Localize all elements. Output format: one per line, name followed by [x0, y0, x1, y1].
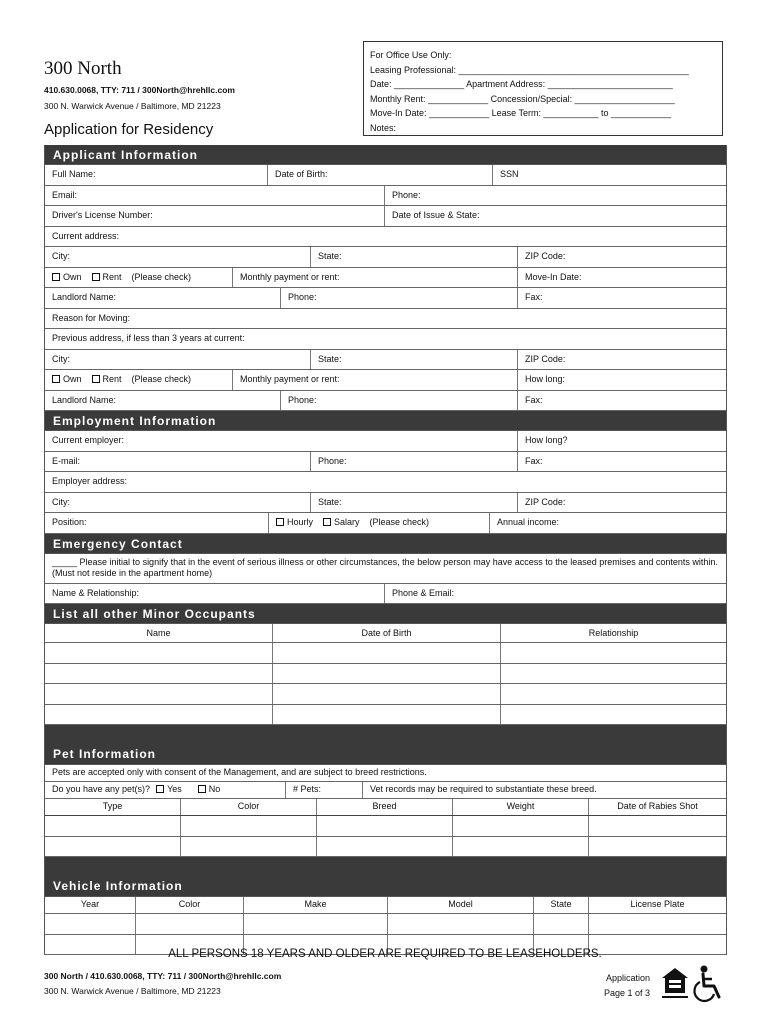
minor-relationship-cell[interactable]: [501, 684, 726, 704]
current-address-field[interactable]: Current address:: [52, 230, 120, 241]
header-address: 300 N. Warwick Avenue / Baltimore, MD 21223: [44, 101, 221, 111]
leaseholder-notice: ALL PERSONS 18 YEARS AND OLDER ARE REQUIRED TO BE LEASEHOLDERS.: [168, 948, 602, 960]
landlord-field[interactable]: Landlord Name:: [45, 288, 281, 308]
pets-yes-checkbox[interactable]: [156, 785, 164, 793]
employer-city-field[interactable]: City:: [45, 493, 311, 513]
own-label: Own: [63, 271, 82, 282]
pet-rabies-cell[interactable]: [589, 816, 726, 836]
pet-breed-cell[interactable]: [317, 837, 453, 857]
vehicle-color-cell[interactable]: [136, 914, 244, 934]
employer-phone-field[interactable]: Phone:: [311, 452, 518, 472]
reason-for-moving-field[interactable]: Reason for Moving:: [52, 312, 131, 323]
emergency-name-field[interactable]: Name & Relationship:: [45, 584, 385, 604]
landlord-phone-field[interactable]: Phone:: [281, 288, 518, 308]
move-in-field[interactable]: Move-In Date:: [525, 271, 582, 282]
pet-breed-cell[interactable]: [317, 816, 453, 836]
annual-income-field[interactable]: Annual income:: [497, 517, 560, 527]
employer-state-field[interactable]: State:: [311, 493, 518, 513]
salary-checkbox[interactable]: [323, 518, 331, 526]
pets-col-type: Type: [45, 799, 181, 815]
vehicle-col-year: Year: [45, 897, 136, 913]
zip-field[interactable]: ZIP Code:: [525, 251, 566, 261]
please-check-label: (Please check): [131, 374, 192, 384]
property-name: 300 North: [44, 58, 122, 79]
wheelchair-accessible-icon: [692, 964, 726, 1006]
full-name-field[interactable]: Full Name:: [45, 165, 268, 185]
footer-address: 300 N. Warwick Avenue / Baltimore, MD 21223: [44, 986, 221, 996]
employer-field[interactable]: Current employer:: [45, 431, 518, 451]
vehicle-model-cell[interactable]: [388, 914, 534, 934]
previous-address-field[interactable]: Previous address, if less than 3 years at current:: [52, 333, 245, 343]
office-use-box: [363, 41, 723, 136]
pets-yes-label: Yes: [167, 784, 182, 794]
pet-rabies-cell[interactable]: [589, 837, 726, 857]
minor-name-cell[interactable]: [45, 684, 273, 704]
own-label: Own: [63, 374, 82, 384]
employer-fax-field[interactable]: Fax:: [525, 455, 543, 466]
drivers-license-field[interactable]: Driver's License Number:: [45, 206, 385, 226]
office-movein-field[interactable]: Move-In Date: ____________ Lease Term: ___________ to ____________: [370, 108, 672, 118]
salary-label: Salary: [334, 517, 360, 527]
minors-col-name: Name: [45, 624, 273, 642]
minor-relationship-cell[interactable]: [501, 643, 726, 663]
emergency-initial-field[interactable]: _____ Please initial to signify that in the event of serious illness or other circumstances, the below person may have access to the leased premises and contents within. (Must not reside in the apartment home): [52, 556, 718, 578]
vehicle-col-make: Make: [244, 897, 388, 913]
minor-relationship-cell[interactable]: [501, 705, 726, 725]
pets-col-rabies: Date of Rabies Shot: [617, 801, 698, 811]
state-field[interactable]: State:: [311, 247, 518, 267]
application-title: Application for Residency: [44, 121, 214, 138]
position-field[interactable]: Position:: [45, 513, 269, 533]
minor-dob-cell[interactable]: [273, 705, 501, 725]
application-form: [44, 145, 727, 955]
own-checkbox[interactable]: [52, 273, 60, 281]
emergency-phone-email-field[interactable]: Phone & Email:: [392, 587, 455, 598]
vehicle-col-model: Model: [388, 897, 534, 913]
prev-residence-type-checks: [45, 370, 233, 390]
section-pets: Pet Information: [45, 725, 726, 765]
prev-landlord-fax-field[interactable]: Fax:: [525, 394, 543, 405]
section-applicant: Applicant Information: [45, 145, 726, 165]
section-vehicle: Vehicle Information: [45, 857, 726, 897]
residence-type-checks: [45, 268, 233, 288]
vehicle-plate-cell[interactable]: [589, 914, 726, 934]
minor-name-cell[interactable]: [45, 705, 273, 725]
vehicle-col-plate: License Plate: [630, 899, 685, 909]
vehicle-state-cell[interactable]: [534, 914, 589, 934]
have-pets-question: [45, 782, 286, 798]
pets-no-label: No: [208, 784, 221, 794]
header-contact: 410.630.0068, TTY: 711 / 300North@hrehllc.com: [44, 85, 235, 95]
pet-weight-cell[interactable]: [453, 837, 589, 857]
vehicle-make-cell[interactable]: [244, 914, 388, 934]
minors-col-relationship: Relationship: [588, 628, 639, 638]
prev-rent-checkbox[interactable]: [92, 375, 100, 383]
employment-how-long-field[interactable]: How long?: [525, 435, 568, 445]
document-name: Application: [605, 973, 650, 983]
dl-issue-field[interactable]: Date of Issue & State:: [392, 210, 480, 220]
section-employment: Employment Information: [45, 411, 726, 431]
num-pets-field[interactable]: # Pets:: [286, 782, 363, 798]
pet-type-cell[interactable]: [45, 837, 181, 857]
pets-col-breed: Breed: [317, 799, 453, 815]
vehicle-year-cell[interactable]: [45, 914, 136, 934]
hourly-checkbox[interactable]: [276, 518, 284, 526]
minor-name-cell[interactable]: [45, 664, 273, 684]
section-minors: List all other Minor Occupants: [45, 604, 726, 624]
office-heading: For Office Use Only:: [370, 50, 452, 60]
employer-zip-field[interactable]: ZIP Code:: [525, 496, 566, 507]
employer-email-field[interactable]: E-mail:: [45, 452, 311, 472]
minor-dob-cell[interactable]: [273, 643, 501, 663]
prev-landlord-field[interactable]: Landlord Name:: [45, 391, 281, 411]
hourly-label: Hourly: [287, 517, 314, 527]
prev-own-checkbox[interactable]: [52, 375, 60, 383]
prev-landlord-phone-field[interactable]: Phone:: [281, 391, 518, 411]
vehicle-col-color: Color: [136, 897, 244, 913]
page-number: Page 1 of 3: [603, 988, 650, 998]
pay-type-checks: [269, 513, 490, 533]
pets-note: Pets are accepted only with consent of the Management, and are subject to breed restrictions.: [52, 767, 427, 777]
have-pets-label: Do you have any pet(s)?: [52, 784, 151, 794]
dob-field[interactable]: Date of Birth:: [268, 165, 493, 185]
prev-monthly-payment-field[interactable]: Monthly payment or rent:: [233, 370, 518, 390]
city-field[interactable]: City:: [45, 247, 311, 267]
page-info: [596, 971, 650, 1001]
ssn-field[interactable]: SSN: [500, 169, 519, 179]
minor-dob-cell[interactable]: [273, 664, 501, 684]
phone-field[interactable]: Phone:: [392, 189, 421, 200]
rent-label: Rent: [102, 271, 122, 282]
minor-name-cell[interactable]: [45, 643, 273, 663]
rent-checkbox[interactable]: [92, 273, 100, 281]
minor-dob-cell[interactable]: [273, 684, 501, 704]
please-check-label: (Please check): [131, 271, 192, 282]
prev-how-long-field[interactable]: How long:: [525, 374, 566, 384]
rent-label: Rent: [102, 374, 122, 384]
pet-color-cell[interactable]: [181, 816, 317, 836]
vet-records-note: Vet records may be required to substantiate these breed.: [370, 784, 597, 794]
office-notes-field[interactable]: Notes:: [370, 122, 397, 133]
monthly-payment-field[interactable]: Monthly payment or rent:: [233, 268, 518, 288]
prev-city-field[interactable]: City:: [45, 350, 311, 370]
section-emergency: Emergency Contact: [45, 534, 726, 554]
office-date-field[interactable]: Date: ______________ Apartment Address: _________________________: [370, 79, 673, 89]
prev-zip-field[interactable]: ZIP Code:: [525, 353, 566, 364]
employer-address-field[interactable]: Employer address:: [52, 476, 128, 486]
pet-type-cell[interactable]: [45, 816, 181, 836]
pet-color-cell[interactable]: [181, 837, 317, 857]
office-rent-field[interactable]: Monthly Rent: ____________ Concession/Special: ____________________: [370, 93, 675, 104]
prev-state-field[interactable]: State:: [311, 350, 518, 370]
vehicle-col-state: State: [534, 897, 589, 913]
footer-contact: 300 North / 410.630.0068, TTY: 711 / 300North@hrehllc.com: [44, 971, 282, 981]
minor-relationship-cell[interactable]: [501, 664, 726, 684]
pets-col-weight: Weight: [453, 799, 589, 815]
email-field[interactable]: Email:: [45, 186, 385, 206]
landlord-fax-field[interactable]: Fax:: [525, 292, 543, 302]
minors-col-dob: Date of Birth: [273, 624, 501, 642]
pet-weight-cell[interactable]: [453, 816, 589, 836]
pets-col-color: Color: [181, 799, 317, 815]
office-leasing-field[interactable]: Leasing Professional: ______________________________________________: [370, 64, 689, 75]
pets-no-checkbox[interactable]: [198, 785, 206, 793]
please-check-label: (Please check): [369, 517, 430, 527]
equal-housing-opportunity-icon: [660, 966, 690, 1004]
